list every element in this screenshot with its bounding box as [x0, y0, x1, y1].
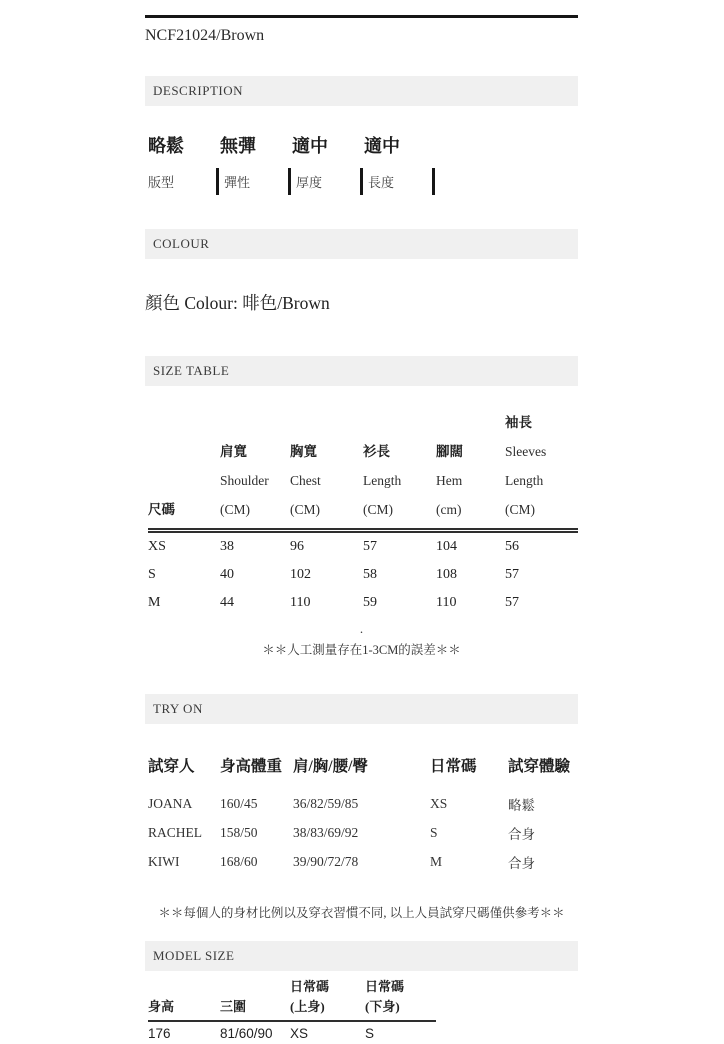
section-header-size-table: SIZE TABLE: [145, 356, 578, 386]
model-col-height: 身高: [148, 977, 220, 1021]
size-col-size: 尺碼: [148, 408, 220, 531]
product-info-panel: [145, 15, 578, 1044]
section-header-colour: COLOUR: [145, 229, 578, 259]
size-col-chest: 胸寬 Chest (CM): [290, 408, 363, 531]
attr-thickness-value: 適中: [292, 136, 328, 156]
section-header-try-on: TRY ON: [145, 694, 578, 724]
tryon-col-usualsize: 日常碼: [430, 758, 477, 775]
size-row-xs: XS 38 96 57 104 56: [148, 539, 519, 554]
size-table-header-row: [148, 408, 578, 531]
model-col-bottom-size: 日常碼 (下身): [365, 977, 436, 1021]
model-col-measurements: 三圍: [220, 977, 290, 1021]
size-col-hem: 腳闊 Hem (cm): [436, 408, 505, 531]
colour-value: 顏色 Colour: 啡色/Brown: [145, 293, 330, 313]
size-table-note: ＊＊人工測量存在1-3CM的誤差＊＊: [262, 643, 461, 657]
try-on-table: [148, 754, 578, 876]
section-header-description: DESCRIPTION: [145, 76, 578, 106]
stray-dot: .: [359, 621, 364, 636]
attr-thickness-label: 厚度: [296, 175, 323, 190]
size-col-sleeves: 袖長 Sleeves Length (CM): [505, 408, 578, 531]
size-col-length: 衫長 Length (CM): [363, 408, 436, 531]
try-on-row-rachel: RACHEL 158/50 38/83/69/92 S 合身: [148, 824, 535, 842]
attr-divider-bar: [432, 168, 435, 195]
attribute-strip: [145, 132, 578, 199]
attr-fit-value: 略鬆: [148, 136, 184, 156]
attr-stretch-label: 彈性: [224, 175, 251, 190]
attr-stretch-value: 無彈: [220, 136, 256, 156]
attr-length-value: 適中: [364, 136, 400, 156]
attr-divider-bar: [360, 168, 363, 195]
size-row-m: M 44 110 59 110 57: [148, 595, 519, 610]
model-size-table: [148, 977, 436, 1044]
attr-divider-bar: [288, 168, 291, 195]
tryon-col-heightweight: 身高體重: [220, 758, 283, 775]
attr-divider-bar: [216, 168, 219, 195]
tryon-col-measurements: 肩/胸/腰/臀: [293, 758, 368, 775]
try-on-row-kiwi: KIWI 168/60 39/90/72/78 M 合身: [148, 853, 535, 871]
try-on-row-joana: JOANA 160/45 36/82/59/85 XS 略鬆: [148, 795, 535, 813]
section-header-model-size: MODEL SIZE: [145, 941, 578, 971]
tryon-col-person: 試穿人: [148, 758, 195, 775]
product-title: NCF21024/Brown: [145, 27, 265, 44]
try-on-note: ＊＊每個人的身材比例以及穿衣習慣不同, 以上人員試穿尺碼僅供參考＊＊: [158, 906, 565, 920]
size-table: [148, 408, 578, 617]
try-on-header-row: [148, 754, 578, 789]
attr-length-label: 長度: [368, 175, 395, 190]
size-col-shoulder: 肩寬 Shoulder (CM): [220, 408, 290, 531]
attr-fit-label: 版型: [148, 175, 175, 190]
tryon-col-experience: 試穿體驗: [508, 758, 571, 775]
model-size-row: 176 81/60/90 XS S: [148, 1025, 375, 1041]
model-col-top-size: 日常碼 (上身): [290, 977, 365, 1021]
size-row-s: S 40 102 58 108 57: [148, 567, 519, 582]
model-size-header-row: [148, 977, 436, 1021]
